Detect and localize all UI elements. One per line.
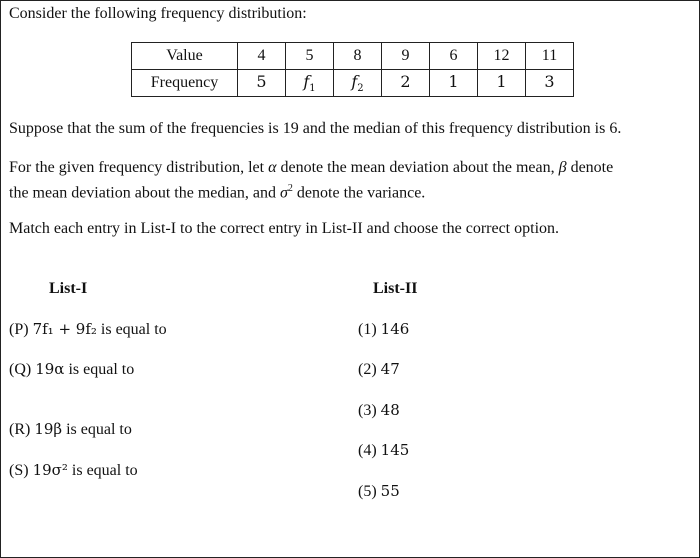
list1-item-r: (R) 19β is equal to bbox=[9, 420, 132, 438]
value-header: Value bbox=[132, 43, 238, 70]
list2-item-3: (3) 48 bbox=[358, 401, 400, 419]
intro-text: Consider the following frequency distribution: bbox=[9, 5, 307, 22]
frequency-cell: $f_1$ bbox=[286, 70, 334, 97]
list2-item-5: (5) 55 bbox=[358, 482, 400, 500]
list2-item-1: (1) 146 bbox=[358, 320, 410, 338]
condition-text: Suppose that the sum of the frequencies is 19 and the median of this frequency distribution is 6. bbox=[9, 120, 622, 137]
frequency-table bbox=[131, 42, 574, 97]
instruction-text: Match each entry in List-I to the correct entry in List-II and choose the correct option. bbox=[9, 220, 560, 237]
list2-heading: List-II bbox=[373, 280, 418, 297]
list1-item-s: (S) 19σ² is equal to bbox=[9, 461, 138, 479]
frequency-cell: 2 bbox=[382, 70, 430, 97]
frequency-cell: $f_2$ bbox=[334, 70, 382, 97]
frequency-cell: 1 bbox=[478, 70, 526, 97]
value-cell: 11 bbox=[526, 43, 574, 70]
list1-item-q: (Q) 19α is equal to bbox=[9, 360, 135, 378]
list2-item-4: (4) 145 bbox=[358, 441, 410, 459]
frequency-cell: 5 bbox=[238, 70, 286, 97]
list2-item-2: (2) 47 bbox=[358, 360, 400, 378]
value-cell: 6 bbox=[430, 43, 478, 70]
list1-item-p: (P) 7f₁ + 9f₂ is equal to bbox=[9, 320, 167, 338]
value-cell: 4 bbox=[238, 43, 286, 70]
definition-line-2: the mean deviation about the median, and $\sigma^2$ denote the variance. bbox=[9, 183, 426, 202]
definition-line-1: For the given frequency distribution, let α denote the mean deviation about the mean, β denote bbox=[9, 159, 614, 176]
frequency-row bbox=[132, 70, 574, 97]
frequency-cell: 3 bbox=[526, 70, 574, 97]
value-cell: 5 bbox=[286, 43, 334, 70]
frequency-cell: 1 bbox=[430, 70, 478, 97]
value-row bbox=[132, 43, 574, 70]
value-cell: 8 bbox=[334, 43, 382, 70]
value-cell: 12 bbox=[478, 43, 526, 70]
frequency-header: Frequency bbox=[132, 70, 238, 97]
value-cell: 9 bbox=[382, 43, 430, 70]
list1-heading: List-I bbox=[49, 280, 88, 297]
